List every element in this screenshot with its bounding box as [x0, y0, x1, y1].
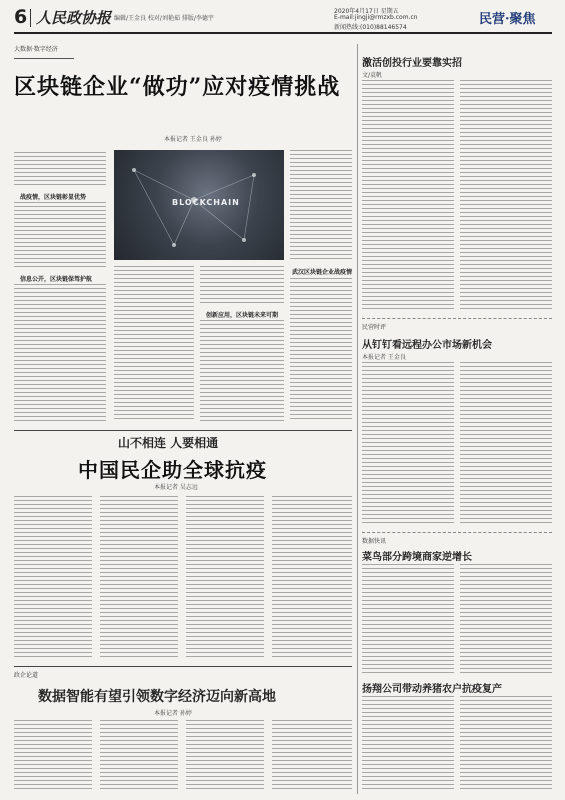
text-block	[362, 362, 454, 526]
text-block	[186, 496, 264, 660]
date-info: 2020年4月17日 星期五	[334, 8, 399, 15]
image-caption-text: BLOCKCHAIN	[172, 198, 240, 207]
text-block	[200, 266, 284, 306]
section-rule	[14, 430, 352, 431]
story-title: 从钉钉看远程办公市场新机会	[362, 340, 492, 351]
text-block	[100, 496, 178, 660]
editors-line: 编辑/王金良 校对/刘艳茹 排版/李德宇	[114, 15, 214, 22]
story-title: 菜鸟部分跨境商家逆增长	[362, 552, 472, 563]
text-block	[272, 496, 352, 660]
story-title: 中国民企助全球抗疫	[78, 458, 267, 482]
text-block	[14, 720, 92, 792]
kicker: 山不相连 人要相通	[118, 436, 219, 450]
subhead: 信息公开，区块链保驾护航	[20, 276, 93, 283]
subhead: 创新应用，区块链未来可期	[206, 312, 279, 319]
text-block	[460, 564, 552, 674]
story-title: 数据智能有望引领数字经济迈向新高地	[38, 689, 276, 705]
byline: 本报记者 王金良	[362, 354, 406, 361]
news-hotline: 新闻热线:(010)88146574	[334, 24, 407, 31]
right-top-story	[362, 48, 552, 318]
bottom-story	[14, 668, 352, 794]
story-title: 区块链企业“做功”应对疫情挑战	[14, 74, 341, 100]
text-block	[460, 362, 552, 526]
page-number: 6	[14, 6, 28, 28]
column-tag: 数据快讯	[362, 538, 387, 545]
byline: 本报记者 孙婷	[154, 710, 192, 717]
subhead: 战疫情，区块链彰显优势	[20, 194, 87, 201]
section-rule	[14, 666, 352, 667]
right-lower-stories	[362, 536, 552, 794]
text-block	[460, 80, 552, 312]
paper-name: 人民政协报	[36, 9, 112, 27]
contact-email: E-mail:jingji@rmzxb.com.cn	[334, 14, 418, 21]
masthead-rule	[14, 32, 552, 34]
section-name: 民营·聚焦	[479, 12, 536, 27]
story-title: 扬翔公司带动养猪农户抗疫复产	[362, 684, 502, 695]
text-block	[460, 696, 552, 792]
text-block	[200, 320, 284, 422]
byline: 本报记者 王金良 孙婷	[164, 136, 222, 143]
text-block	[362, 696, 454, 792]
text-block	[362, 80, 454, 312]
section-divider	[362, 532, 552, 533]
text-block	[290, 150, 352, 262]
blockchain-image	[114, 150, 284, 260]
text-block	[14, 284, 106, 422]
masthead	[14, 6, 552, 40]
masthead-divider	[30, 9, 31, 27]
column-tag: 民营时评	[362, 324, 387, 331]
text-block	[114, 266, 194, 422]
text-block	[100, 720, 178, 792]
text-block	[14, 202, 106, 270]
left-top-story	[14, 42, 352, 427]
column-tag: 大数据·数字经济	[14, 46, 58, 53]
section-divider	[362, 318, 552, 319]
text-block	[290, 278, 352, 422]
text-block	[362, 564, 454, 674]
byline: 文/袁帆	[362, 72, 383, 79]
text-block	[186, 720, 264, 792]
text-block	[14, 152, 106, 188]
text-block	[14, 496, 92, 660]
right-mid-story	[362, 322, 552, 530]
byline: 本报记者 吴志远	[154, 484, 198, 491]
column-tag: 政企论道	[14, 672, 39, 679]
side-subhead: 武汉区块链企业战疫情	[292, 269, 353, 276]
tag-underline	[14, 58, 74, 59]
mid-story	[14, 432, 352, 664]
column-divider	[357, 44, 358, 794]
story-title: 激活创投行业要靠实招	[362, 58, 462, 69]
text-block	[272, 720, 352, 792]
